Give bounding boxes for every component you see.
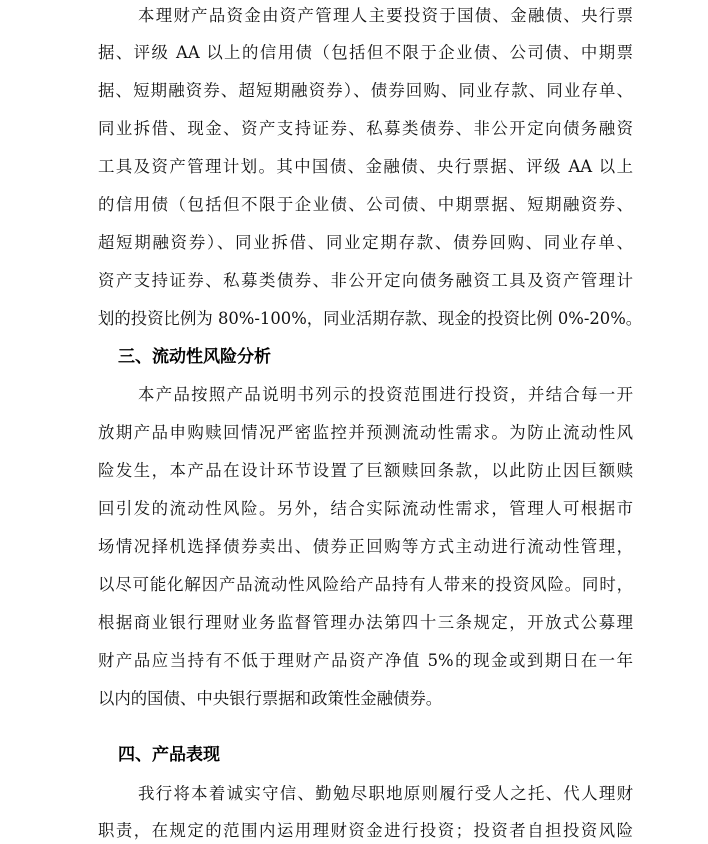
- paragraph-1-line-8: 资产支持证券、私募类债券、非公开定向债务融资工具及资产管理计: [98, 271, 633, 290]
- paragraph-2-line-6: 以尽可能化解因产品流动性风险给产品持有人带来的投资风险。同时，: [98, 575, 633, 594]
- paragraph-2-line-2: 放期产品申购赎回情况严密监控并预测流动性需求。为防止流动性风: [98, 423, 633, 442]
- paragraph-2-line-1: 本产品按照产品说明书列示的投资范围进行投资，并结合每一开: [138, 385, 633, 404]
- paragraph-3-line-2: 职责，在规定的范围内运用理财资金进行投资；投资者自担投资风险: [98, 821, 633, 840]
- paragraph-3-line-1: 我行将本着诚实守信、勤勉尽职地原则履行受人之托、代人理财: [138, 784, 633, 803]
- paragraph-1-line-5: 工具及资产管理计划。其中国债、金融债、央行票据、评级 AA 以上: [98, 157, 633, 176]
- paragraph-2-line-4: 回引发的流动性风险。另外，结合实际流动性需求，管理人可根据市: [98, 499, 633, 518]
- paragraph-2-line-3: 险发生，本产品在设计环节设置了巨额赎回条款，以此防止因巨额赎: [98, 461, 633, 480]
- paragraph-1-line-6: 的信用债（包括但不限于企业债、公司债、中期票据、短期融资券、: [98, 195, 633, 214]
- paragraph-2-line-9: 以内的国债、中央银行票据和政策性金融债券。: [98, 689, 443, 708]
- paragraph-1-line-7: 超短期融资券）、同业拆借、同业定期存款、债券回购、同业存单、: [98, 233, 633, 252]
- section-heading-product-performance: 四、产品表现: [118, 745, 220, 765]
- section-heading-liquidity-risk: 三、流动性风险分析: [118, 347, 271, 367]
- paragraph-1-line-1: 本理财产品资金由资产管理人主要投资于国债、金融债、央行票: [138, 6, 633, 25]
- paragraph-2-line-5: 场情况择机选择债券卖出、债券正回购等方式主动进行流动性管理，: [98, 537, 633, 556]
- paragraph-2-line-7: 根据商业银行理财业务监督管理办法第四十三条规定，开放式公募理: [98, 613, 633, 632]
- paragraph-1-line-2: 据、评级 AA 以上的信用债（包括但不限于企业债、公司债、中期票: [98, 43, 633, 62]
- paragraph-1-line-3: 据、短期融资券、超短期融资券）、债券回购、同业存款、同业存单、: [98, 81, 633, 100]
- paragraph-1-line-4: 同业拆借、现金、资产支持证券、私募类债券、非公开定向债务融资: [98, 119, 633, 138]
- paragraph-1-line-9: 划的投资比例为 80%-100%，同业活期存款、现金的投资比例 0%-20%。: [98, 309, 643, 328]
- paragraph-2-line-8: 财产品应当持有不低于理财产品资产净值 5%的现金或到期日在一年: [98, 651, 633, 670]
